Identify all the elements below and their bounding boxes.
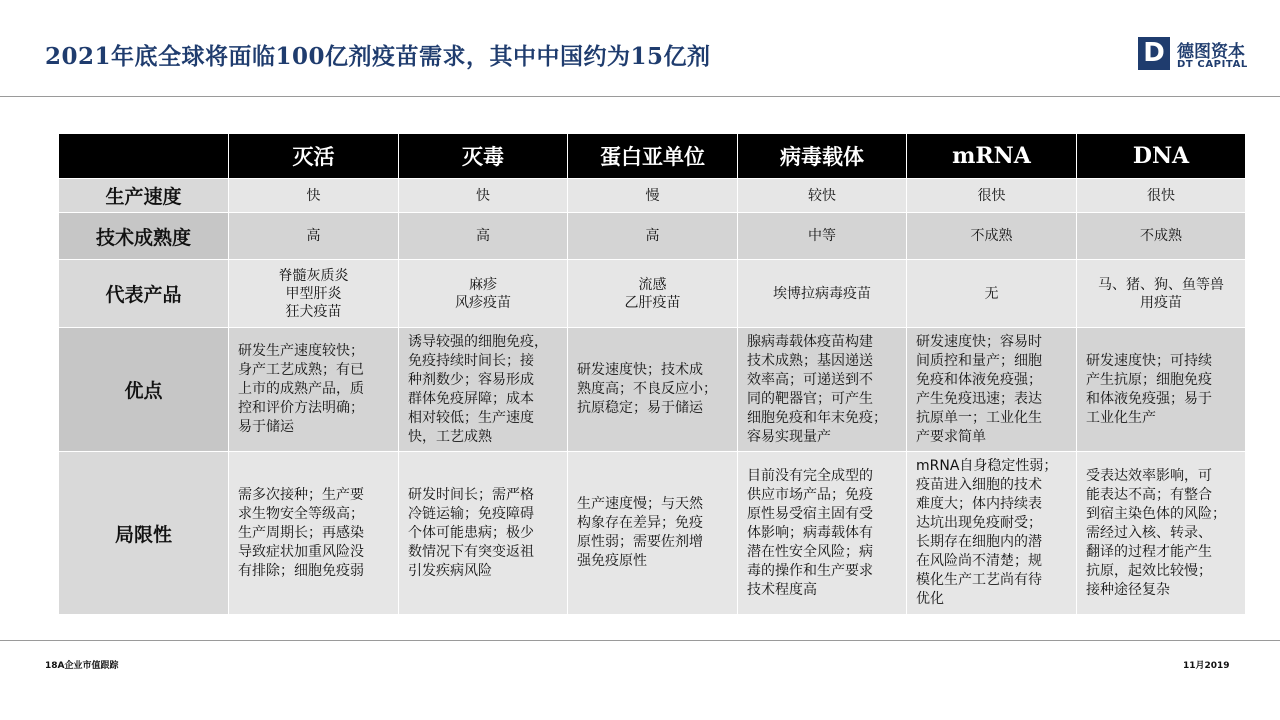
table-cell xyxy=(229,328,399,452)
cell-line: 熟度高；不良反应小； xyxy=(577,381,717,397)
footer-source: 18A企业市值跟踪 xyxy=(45,661,119,671)
cell-line: 效率高；可递送到不 xyxy=(747,371,873,388)
table-cell xyxy=(1077,452,1246,615)
footer-date: 11月2019 xyxy=(1183,661,1230,671)
cell-line: 长期存在细胞内的潜 xyxy=(916,534,1042,550)
cell-line: 研发速度快；技术成 xyxy=(577,362,703,378)
table-cell: 不成熟 xyxy=(1077,213,1246,260)
cell-line: 优化 xyxy=(916,591,944,607)
cell-line: mRNA自身稳定性弱； xyxy=(916,458,1058,474)
table-cell xyxy=(399,328,568,452)
cell-line: 引发疾病风险 xyxy=(408,562,492,579)
cell-line: 同的靶器官；可产生 xyxy=(747,390,873,407)
cell-line: 细胞免疫和年末免疫； xyxy=(747,409,887,426)
cell-line: 需经过入核、转录、 xyxy=(1086,524,1212,541)
table-cell: 快 xyxy=(229,179,399,213)
cell-line: 接种途径复杂 xyxy=(1086,581,1170,598)
cell-line: 构象存在差异；免疫 xyxy=(577,515,703,531)
cell-line: 产生免疫迅速；表达 xyxy=(916,390,1042,407)
cell-line: 免疫和体液免疫强； xyxy=(916,371,1042,388)
table-cell xyxy=(907,260,1077,328)
cell-line: 麻疹 xyxy=(469,276,497,293)
cell-line: 工业化生产 xyxy=(1086,409,1156,426)
vaccine-comparison-table xyxy=(58,133,1246,615)
table-cell xyxy=(1077,260,1246,328)
table-cell xyxy=(568,260,738,328)
row-label: 优点 xyxy=(59,328,229,452)
table-cell xyxy=(399,260,568,328)
cell-line: 易于储运 xyxy=(238,419,294,435)
cell-line: 抗原单一；工业化生 xyxy=(916,409,1042,426)
table-cell: 高 xyxy=(568,213,738,260)
cell-line: 上市的成熟产品，质 xyxy=(238,381,364,397)
cell-line: 容易实现量产 xyxy=(747,428,831,445)
company-logo xyxy=(1138,37,1263,73)
cell-line: 有排除；细胞免疫弱 xyxy=(238,562,364,579)
table-cell xyxy=(568,328,738,452)
cell-line: 个体可能患病；极少 xyxy=(408,524,534,541)
header-viral-vector: 病毒载体 xyxy=(738,134,907,179)
cell-line: 体影响；病毒载体有 xyxy=(747,524,873,541)
logo-name-cn: 德图资本 xyxy=(1177,42,1245,62)
cell-line: 乙肝疫苗 xyxy=(624,294,681,311)
cell-line: 生产周期长；再感染 xyxy=(238,524,364,541)
cell-line: 脊髓灰质炎 xyxy=(278,267,349,284)
header-mrna: mRNA xyxy=(907,134,1077,179)
row-label: 生产速度 xyxy=(59,179,229,213)
cell-line: 导致症状加重风险没 xyxy=(238,543,364,560)
table-row xyxy=(59,328,1246,452)
header-attenuated: 灭毒 xyxy=(399,134,568,179)
footer-divider xyxy=(0,640,1280,641)
table-row xyxy=(59,179,1246,213)
table-cell: 高 xyxy=(399,213,568,260)
table-cell xyxy=(738,328,907,452)
cell-line: 流感 xyxy=(638,276,667,293)
cell-line: 研发时间长；需严格 xyxy=(408,486,534,503)
table-cell: 很快 xyxy=(1077,179,1246,213)
cell-line: 身产工艺成熟；有已 xyxy=(238,362,364,378)
cell-line: 风疹疫苗 xyxy=(455,294,511,311)
table-cell: 较快 xyxy=(738,179,907,213)
cell-line: 用疫苗 xyxy=(1140,294,1182,311)
cell-line: 抗原，起效比较慢； xyxy=(1086,562,1212,579)
table-row xyxy=(59,260,1246,328)
cell-line: 控和评价方法明确； xyxy=(238,400,364,416)
cell-line: 抗原稳定；易于储运 xyxy=(577,400,703,416)
cell-line: 狂犬疫苗 xyxy=(285,303,342,320)
table-cell: 不成熟 xyxy=(907,213,1077,260)
cell-line: 能表达不高；有整合 xyxy=(1086,486,1212,503)
cell-line: 马、猪、狗、鱼等兽 xyxy=(1098,276,1224,293)
table-cell: 中等 xyxy=(738,213,907,260)
cell-line: 目前没有完全成型的 xyxy=(747,467,873,484)
cell-line: 快，工艺成熟 xyxy=(408,428,492,445)
cell-line: 翻译的过程才能产生 xyxy=(1086,543,1212,560)
cell-line: 模化生产工艺尚有待 xyxy=(916,572,1042,588)
header-corner xyxy=(59,134,229,179)
cell-line: 原性弱；需要佐剂增 xyxy=(577,534,703,550)
table-cell xyxy=(568,452,738,615)
table-cell xyxy=(738,260,907,328)
cell-line: 求生物安全等级高； xyxy=(238,505,364,522)
cell-line: 研发速度快；可持续 xyxy=(1086,352,1212,369)
row-label: 技术成熟度 xyxy=(59,213,229,260)
cell-line: 诱导较强的细胞免疫， xyxy=(408,333,548,350)
cell-line: 无 xyxy=(984,285,999,302)
cell-line: 和体液免疫强；易于 xyxy=(1086,390,1212,407)
cell-line: 免疫持续时间长；接 xyxy=(408,352,534,369)
row-label: 代表产品 xyxy=(59,260,229,328)
cell-line: 毒的操作和生产要求 xyxy=(747,562,873,579)
header-dna: DNA xyxy=(1077,134,1246,179)
page-title: 2021年底全球将面临100亿剂疫苗需求，其中中国约为15亿剂 xyxy=(45,43,711,70)
table-cell xyxy=(399,452,568,615)
table-cell: 快 xyxy=(399,179,568,213)
cell-line: 需多次接种；生产要 xyxy=(238,486,364,503)
cell-line: 难度大；体内持续表 xyxy=(916,496,1042,512)
table-cell xyxy=(229,260,399,328)
table-row xyxy=(59,452,1246,615)
cell-line: 原性易受宿主固有受 xyxy=(747,505,873,522)
table-cell: 很快 xyxy=(907,179,1077,213)
cell-line: 供应市场产品；免疫 xyxy=(747,486,873,503)
table-cell: 慢 xyxy=(568,179,738,213)
cell-line: 研发生产速度较快； xyxy=(238,343,364,359)
cell-line: 种剂数少；容易形成 xyxy=(408,371,534,388)
cell-line: 达坑出现免疫耐受； xyxy=(916,515,1042,531)
cell-line: 相对较低；生产速度 xyxy=(408,409,534,426)
cell-line: 强免疫原性 xyxy=(577,553,647,569)
cell-line: 产要求简单 xyxy=(916,428,986,445)
cell-line: 受表达效率影响，可 xyxy=(1086,467,1212,484)
header-divider xyxy=(0,96,1280,97)
cell-line: 冷链运输；免疫障碍 xyxy=(408,505,534,522)
cell-line: 产生抗原；细胞免疫 xyxy=(1086,371,1212,388)
table-row xyxy=(59,213,1246,260)
table-header-row xyxy=(59,134,1246,179)
table-cell xyxy=(738,452,907,615)
row-label: 局限性 xyxy=(59,452,229,615)
cell-line: 在风险尚不清楚；规 xyxy=(916,553,1042,569)
cell-line: 群体免疫屏障；成本 xyxy=(408,390,534,407)
table-cell xyxy=(1077,328,1246,452)
header-inactivated: 灭活 xyxy=(229,134,399,179)
table-cell xyxy=(907,452,1077,615)
cell-line: 埃博拉病毒疫苗 xyxy=(773,285,871,302)
cell-line: 生产速度慢；与天然 xyxy=(577,496,703,512)
cell-line: 腺病毒载体疫苗构建 xyxy=(747,333,873,350)
cell-line: 甲型肝炎 xyxy=(285,285,342,302)
cell-line: 技术成熟；基因递送 xyxy=(747,352,873,369)
cell-line: 到宿主染色体的风险； xyxy=(1086,505,1226,522)
cell-line: 疫苗进入细胞的技术 xyxy=(916,477,1042,493)
cell-line: 数情况下有突变返祖 xyxy=(408,543,534,560)
logo-name-en: DT CAPITAL xyxy=(1177,59,1248,70)
cell-line: 研发速度快；容易时 xyxy=(916,333,1042,350)
cell-line: 间质控和量产；细胞 xyxy=(916,352,1042,369)
table-cell xyxy=(907,328,1077,452)
logo-mark-icon: D xyxy=(1138,37,1170,70)
table-cell xyxy=(229,452,399,615)
header-protein-subunit: 蛋白亚单位 xyxy=(568,134,738,179)
table-cell: 高 xyxy=(229,213,399,260)
cell-line: 技术程度高 xyxy=(747,581,817,598)
cell-line: 潜在性安全风险；病 xyxy=(747,543,873,560)
